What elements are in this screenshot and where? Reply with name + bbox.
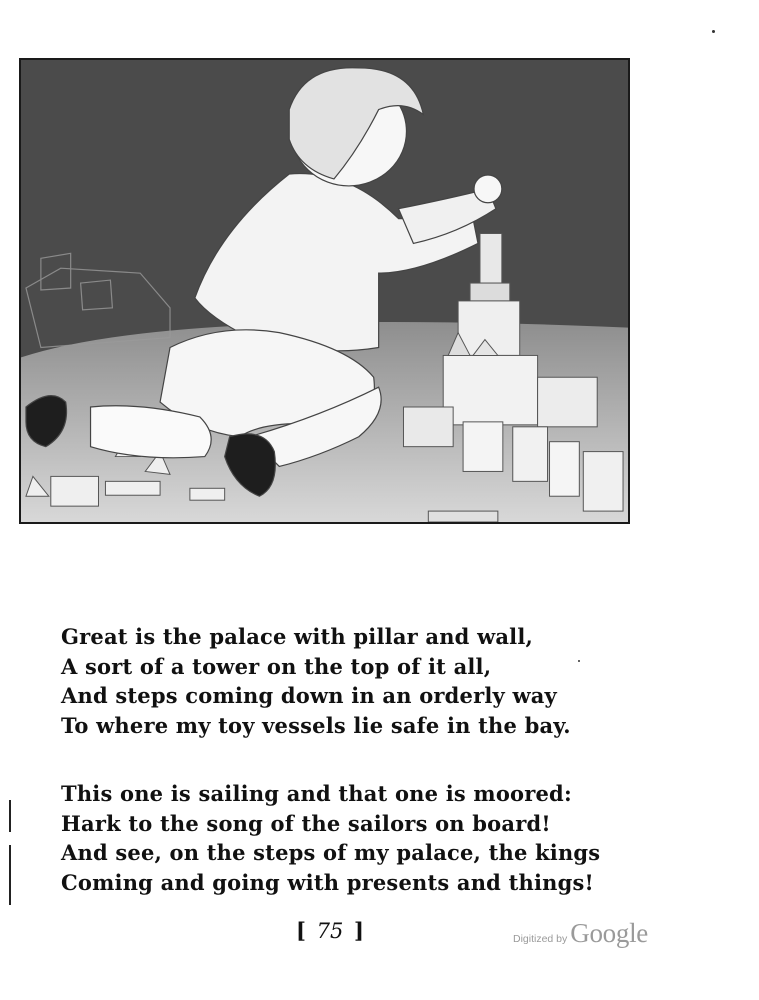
page-number <box>296 918 364 943</box>
poem-line: Hark to the song of the sailors on board! <box>61 810 551 836</box>
page-number-close-bracket: ] <box>354 918 364 943</box>
margin-mark <box>9 800 11 832</box>
poem-line: This one is sailing and that one is moored: <box>61 781 572 806</box>
scan-dot <box>578 660 580 662</box>
poem-line: Great is the palace with pillar and wall, <box>61 624 534 649</box>
poem-line: And see, on the steps of my palace, the kings <box>61 840 601 865</box>
poem-line: And steps coming down in an orderly way <box>61 683 557 708</box>
page-number-value: 75 <box>316 919 344 943</box>
child-building-block-tower-illustration <box>21 60 628 522</box>
watermark-prefix: Digitized by <box>513 933 568 945</box>
page-number-open-bracket: [ <box>296 918 306 943</box>
illustration <box>19 58 630 524</box>
poem-line: Coming and going with presents and things! <box>61 869 594 895</box>
margin-mark <box>9 845 11 905</box>
watermark-brand: Google <box>570 918 648 948</box>
poem-line: A sort of a tower on the top of it all, <box>61 653 492 679</box>
poem <box>61 622 661 897</box>
digitized-by-watermark <box>513 918 648 949</box>
stanza-1 <box>61 622 661 740</box>
scan-dot <box>712 30 715 33</box>
stanza-2 <box>61 779 661 897</box>
poem-line: To where my toy vessels lie safe in the bay. <box>61 712 571 738</box>
